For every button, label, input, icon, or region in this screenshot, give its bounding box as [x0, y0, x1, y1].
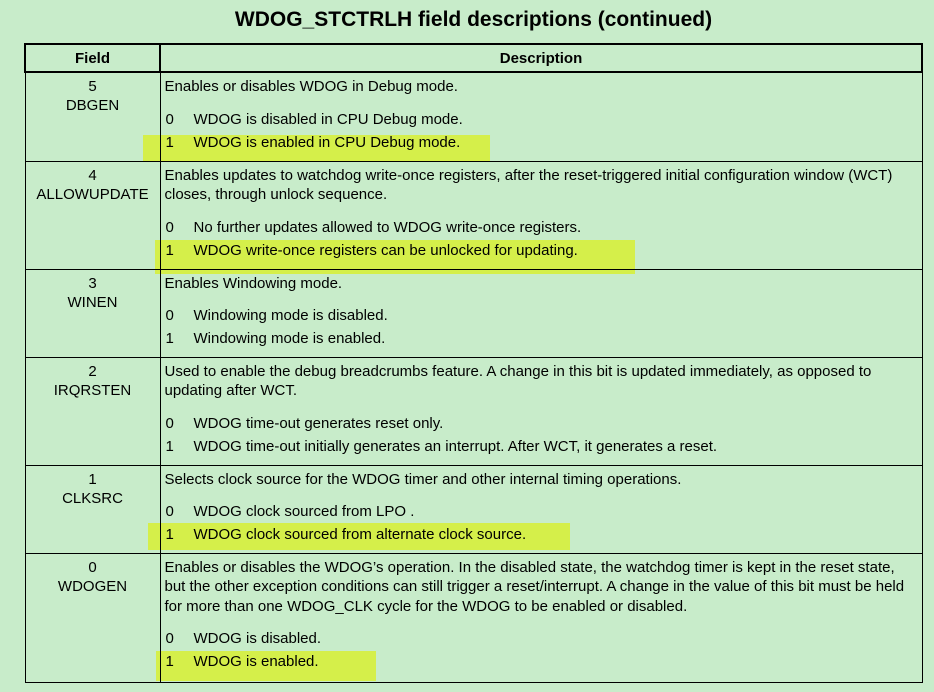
table-row: [25, 465, 922, 553]
value-item: [165, 239, 918, 262]
field-name: CLKSRC: [62, 489, 123, 507]
value-code: 0: [165, 307, 174, 324]
field-cell: [25, 72, 160, 161]
field-bit: 3: [88, 274, 97, 292]
page-title: WDOG_STCTRLH field descriptions (continued): [234, 8, 713, 31]
value-list: [165, 108, 918, 154]
value-text: WDOG is disabled.: [193, 630, 322, 647]
field-name: IRQRSTEN: [53, 381, 132, 399]
value-text: WDOG clock sourced from alternate clock source.: [193, 526, 527, 543]
value-list: [165, 412, 918, 458]
table-row: [25, 72, 922, 161]
value-text: Windowing mode is disabled.: [193, 307, 388, 324]
description-cell: [160, 161, 922, 269]
value-list: [165, 304, 918, 350]
description-cell: [160, 553, 922, 682]
value-item: [165, 627, 918, 650]
field-bit: 2: [88, 362, 97, 380]
table-header-row: [25, 44, 922, 72]
value-item: [165, 650, 918, 673]
field-name: DBGEN: [65, 97, 120, 114]
field-description: Enables or disables the WDOG’s operation. In the disabled state, the watchdog timer is kept in the reset state, but the other exception conditions can still trigger a reset/interrupt. A change in the value of this bit must be held for more than one WDOG_CLK cycle for the WDOG to be enabled or disabled.: [164, 558, 905, 615]
value-code: 0: [165, 218, 174, 236]
field-name: WINEN: [67, 293, 118, 311]
field-cell: [25, 357, 160, 465]
value-text: WDOG is disabled in CPU Debug mode.: [193, 110, 463, 128]
field-cell: [25, 553, 160, 682]
value-code: 1: [165, 330, 174, 347]
description-cell: [160, 269, 922, 357]
description-cell: [160, 357, 922, 465]
field-descriptions-table: [24, 43, 923, 683]
value-item: [165, 108, 918, 131]
field-bit: 4: [88, 166, 97, 184]
value-item: [165, 412, 918, 435]
description-cell: [160, 465, 922, 553]
value-text: WDOG clock sourced from LPO .: [193, 503, 415, 520]
description-cell: [160, 72, 922, 161]
value-item: [165, 304, 918, 327]
value-list: [165, 216, 918, 262]
value-code: 0: [165, 414, 174, 432]
table-row: [25, 161, 922, 269]
field-description: Enables or disables WDOG in Debug mode.: [164, 78, 458, 95]
field-bit: 5: [88, 78, 97, 95]
field-cell: [25, 269, 160, 357]
value-text: WDOG time-out initially generates an interrupt. After WCT, it generates a reset.: [193, 437, 718, 455]
value-item: [165, 500, 918, 523]
value-item: [165, 523, 918, 546]
field-name: WDOGEN: [57, 577, 128, 595]
value-text: WDOG is enabled in CPU Debug mode.: [193, 133, 461, 151]
table-row: [25, 357, 922, 465]
field-bit: 0: [88, 558, 97, 576]
value-item: [165, 327, 918, 350]
value-text: WDOG is enabled.: [193, 653, 319, 670]
field-description: Enables updates to watchdog write-once registers, after the reset-triggered initial configuration window (WCT) closes, through unlock sequence.: [164, 166, 893, 203]
field-description: Selects clock source for the WDOG timer and other internal timing operations.: [164, 470, 682, 488]
field-name: ALLOWUPDATE: [36, 185, 149, 203]
value-code: 1: [165, 653, 174, 670]
value-item: [165, 131, 918, 154]
value-code: 1: [165, 437, 174, 455]
value-code: 0: [165, 503, 174, 520]
value-list: [165, 627, 918, 673]
value-list: [165, 500, 918, 546]
value-text: WDOG time-out generates reset only.: [193, 414, 444, 432]
field-description: Enables Windowing mode.: [164, 274, 343, 292]
value-code: 0: [165, 630, 174, 647]
value-item: [165, 435, 918, 458]
table-row: [25, 269, 922, 357]
value-code: 0: [165, 110, 174, 128]
field-cell: [25, 465, 160, 553]
field-column-header: Field: [25, 44, 160, 72]
value-text: WDOG write-once registers can be unlocked for updating.: [193, 241, 578, 259]
field-bit: 1: [88, 470, 97, 488]
value-text: No further updates allowed to WDOG write-once registers.: [193, 218, 582, 236]
value-code: 1: [165, 133, 174, 151]
description-column-header: Description: [160, 44, 922, 72]
field-description: Used to enable the debug breadcrumbs feature. A change in this bit is updated immediately, as opposed to updating after WCT.: [164, 362, 872, 399]
value-code: 1: [165, 526, 174, 543]
value-item: [165, 216, 918, 239]
table-row: [25, 553, 922, 682]
value-code: 1: [165, 241, 174, 259]
value-text: Windowing mode is enabled.: [193, 330, 386, 347]
field-cell: [25, 161, 160, 269]
